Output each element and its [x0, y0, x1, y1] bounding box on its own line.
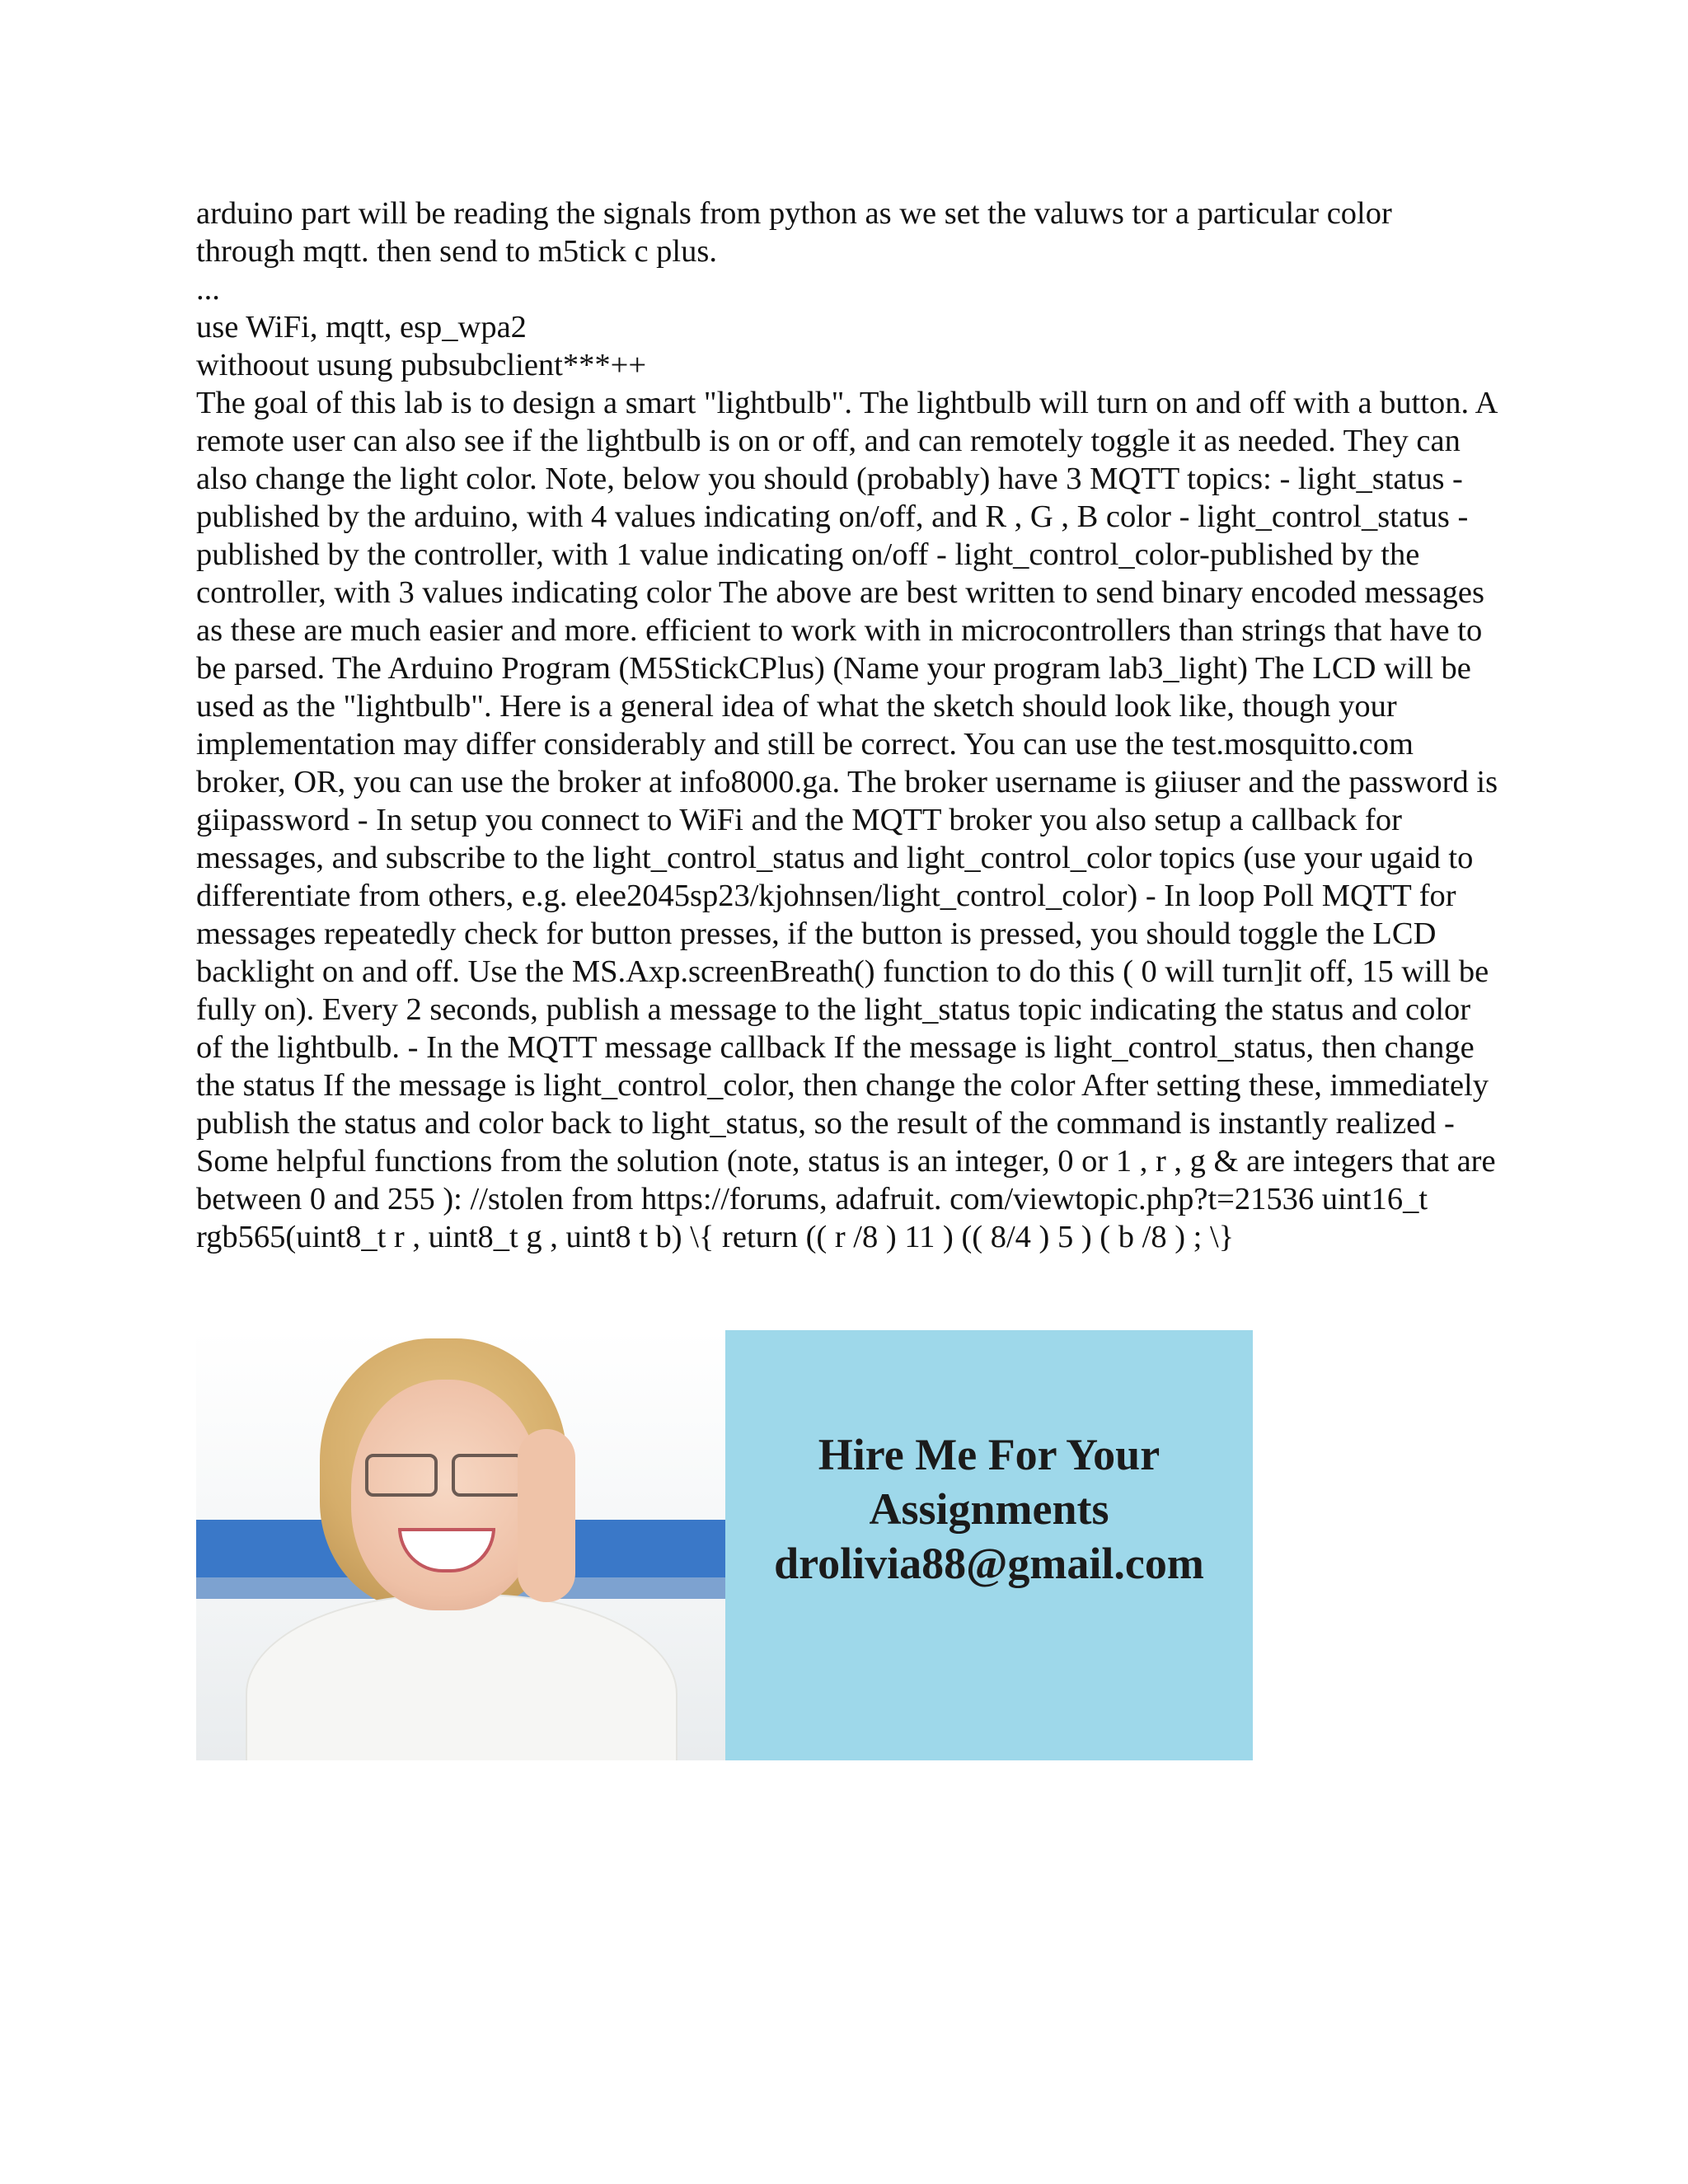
- advert-text-panel: [725, 1330, 1253, 1760]
- advert-banner: [196, 1330, 1253, 1760]
- photo-shirt: [246, 1594, 678, 1760]
- constraint-line: withoout usung pubsubclient***++: [196, 348, 647, 382]
- photo-hand: [518, 1429, 575, 1602]
- advert-line-2: Assignments: [869, 1484, 1109, 1534]
- advert-email: drolivia88@gmail.com: [774, 1539, 1204, 1588]
- ellipsis-line: ...: [196, 272, 220, 307]
- intro-line: arduino part will be reading the signals from python as we set the valuws tor a particular color through mqtt. then send to m5tick c plus.: [196, 196, 1392, 269]
- advert-line-1: Hire Me For Your: [818, 1430, 1160, 1479]
- advert-photo: [196, 1330, 725, 1760]
- advert-text: [725, 1427, 1253, 1591]
- lab-description-paragraph: The goal of this lab is to design a smart "lightbulb". The lightbulb will turn on and off with a button. A remote user can also see if the lightbulb is on or off, and can remotely toggle it as needed. They can also change the light color. Note, below you should (probably) have 3 MQTT topics: - light_status - published by the arduino, with 4 values indicating on/off, and R , G , B color - light_control_status - published by the controller, with 1 value indicating on/off - light_control_color-published by the controller, with 3 values indicating color The above are best written to send binary encoded messages as these are much easier and more. efficient to work with in microcontrollers than strings that have to be parsed. The Arduino Program (M5StickCPlus) (Name your program lab3_light) The LCD will be used as the "lightbulb". Here is a general idea of what the sketch should look like, though your implementation may differ considerably and still be correct. You can use the test.mosquitto.com broker, OR, you can use the broker at info8000.ga. The broker username is giiuser and the password is giipassword - In setup you connect to WiFi and the MQTT broker you also setup a callback for messages, and subscribe to the light_control_status and light_control_color topics (use your ugaid to differentiate from others, e.g. elee2045sp23/kjohnsen/light_control_color) - In loop Poll MQTT for messages repeatedly check for button presses, if the button is pressed, you should toggle the LCD backlight on and off. Use the MS.Axp.screenBreath() function to do this ( 0 will turn]it off, 15 will be fully on). Every 2 seconds, publish a message to the light_status topic indicating the status and color of the lightbulb. - In the MQTT message callback If the message is light_control_status, then change the status If the message is light_control_color, then change the color After setting these, immediately publish the status and color back to light_status, so the result of the command is instantly realized - Some helpful functions from the solution (note, status is an integer, 0 or 1 , r , g & are integers that are between 0 and 255 ): //stolen from https://forums, adafruit. com/viewtopic.php?t=21536 uint16_t rgb565(uint8_t r , uint8_t g , uint8 t b) \{ return (( r /8 ) 11 ) (( 8/4 ) 5 ) ( b /8 ) ; \}: [196, 386, 1498, 1254]
- glasses-right-lens: [452, 1454, 524, 1497]
- question-text: [196, 194, 1498, 1256]
- libraries-line: use WiFi, mqtt, esp_wpa2: [196, 310, 527, 344]
- glasses-left-lens: [365, 1454, 438, 1497]
